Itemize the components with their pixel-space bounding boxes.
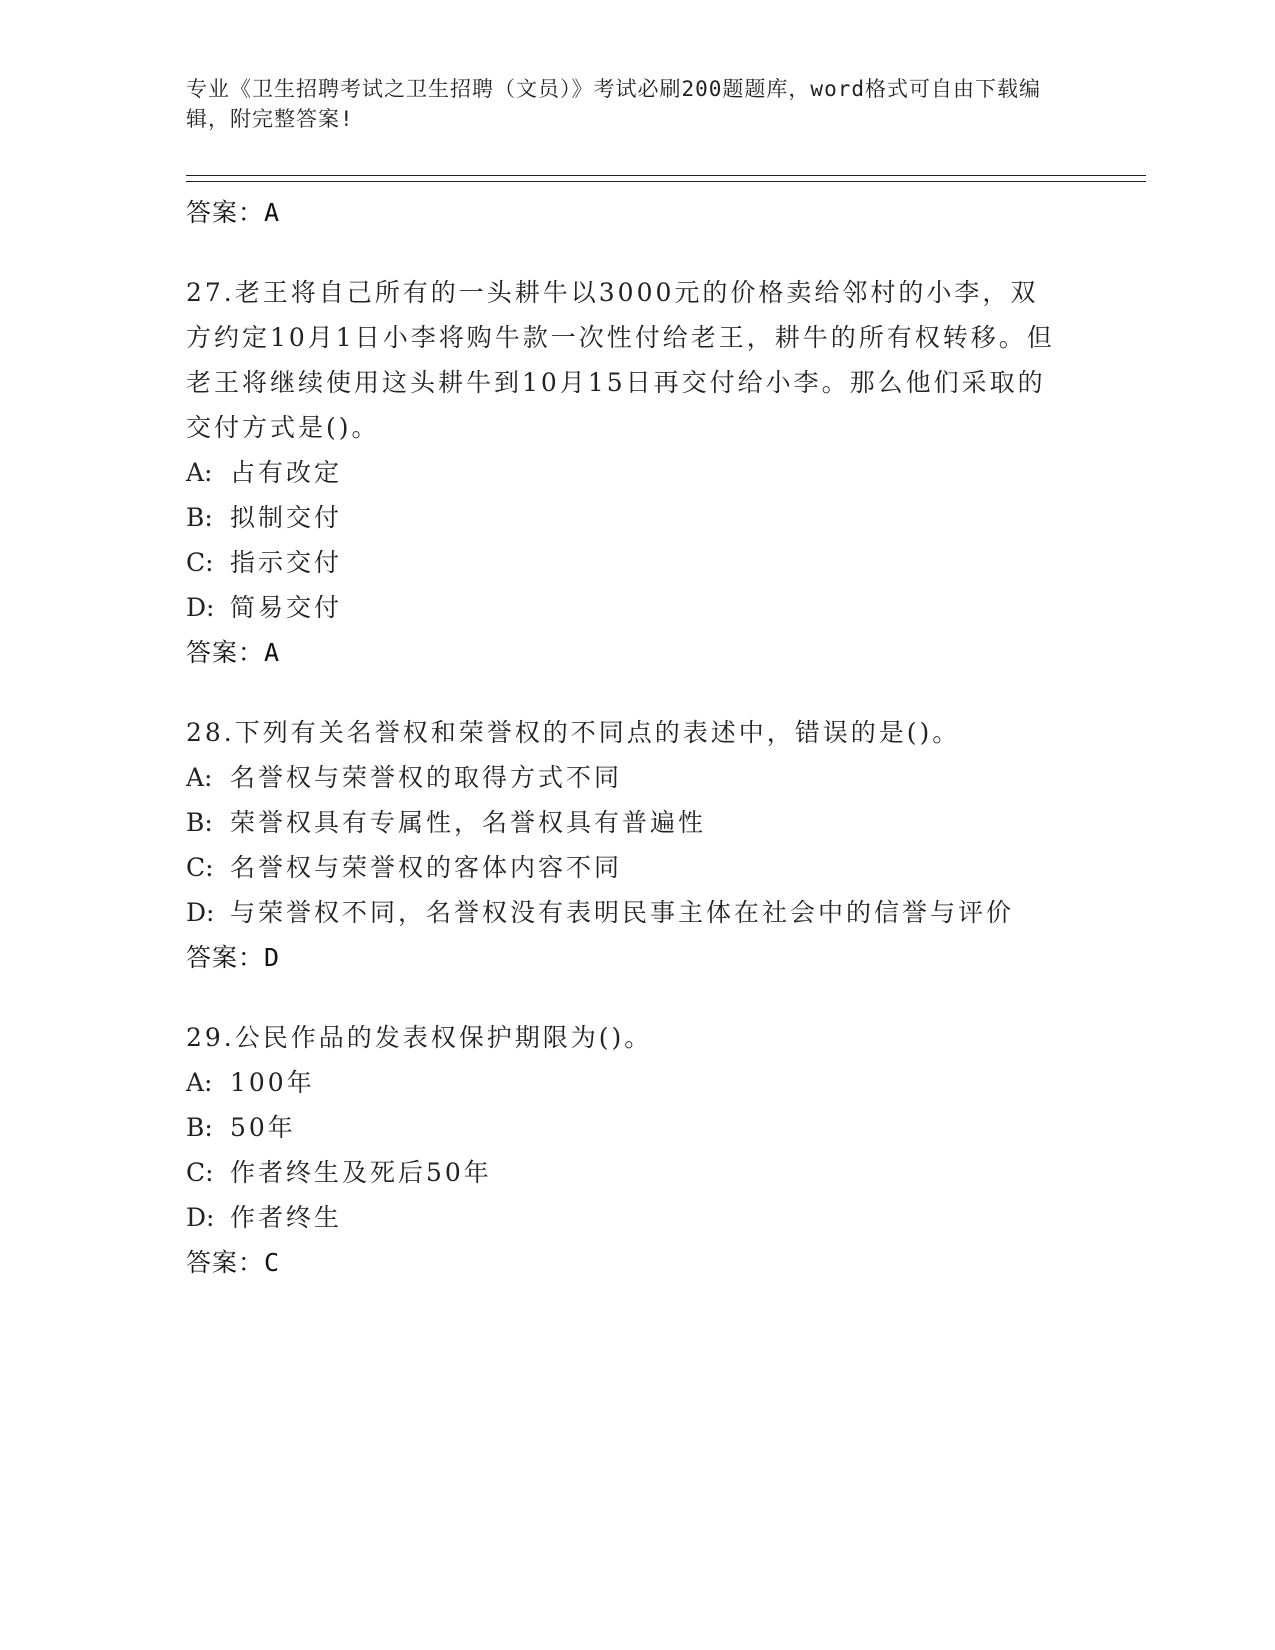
option-letter: D:	[186, 898, 215, 927]
option-letter: A:	[186, 1068, 213, 1097]
option-text: 指示交付	[230, 548, 343, 577]
question-stem: 29.公民作品的发表权保护期限为()。	[186, 1023, 653, 1052]
option-letter: D:	[186, 593, 215, 622]
option-text: 50年	[230, 1113, 296, 1142]
option-a	[186, 1060, 1066, 1105]
option-letter: C:	[186, 548, 214, 577]
header-rule	[186, 175, 1146, 176]
question-27	[186, 270, 1066, 676]
option-text: 简易交付	[230, 593, 343, 622]
option-text: 100年	[230, 1068, 315, 1097]
question-list	[186, 190, 1066, 1286]
option-text: 占有改定	[230, 458, 343, 487]
option-b	[186, 1105, 1066, 1150]
header-rule-secondary	[186, 181, 1146, 182]
option-c	[186, 540, 1066, 585]
option-letter: A:	[186, 458, 213, 487]
answer-line: 答案：A	[186, 198, 281, 227]
option-text: 作者终生及死后50年	[230, 1158, 492, 1187]
option-letter: B:	[186, 1113, 213, 1142]
answer-line: 答案：D	[186, 943, 281, 972]
option-letter: B:	[186, 503, 213, 532]
option-text: 与荣誉权不同，名誉权没有表明民事主体在社会中的信誉与评价	[230, 898, 1015, 927]
question-stem: 27.老王将自己所有的一头耕牛以3000元的价格卖给邻村的小李，双方约定10月1日小李将购牛款一次性付给老王，耕牛的所有权转移。但老王将继续使用这头耕牛到10月15日再交付给小李。那么他们采取的交付方式是()。	[186, 278, 1055, 442]
option-d	[186, 1195, 1066, 1240]
option-c	[186, 845, 1066, 890]
option-d	[186, 890, 1066, 935]
option-a	[186, 755, 1066, 800]
option-text: 拟制交付	[230, 503, 343, 532]
option-letter: C:	[186, 853, 214, 882]
option-text: 名誉权与荣誉权的取得方式不同	[230, 763, 623, 792]
option-letter: D:	[186, 1203, 215, 1232]
option-text: 荣誉权具有专属性，名誉权具有普遍性	[230, 808, 707, 837]
answer-line: 答案：A	[186, 638, 281, 667]
option-letter: A:	[186, 763, 213, 792]
option-text: 名誉权与荣誉权的客体内容不同	[230, 853, 623, 882]
option-c	[186, 1150, 1066, 1195]
option-b	[186, 495, 1066, 540]
option-letter: B:	[186, 808, 213, 837]
option-b	[186, 800, 1066, 845]
question-28	[186, 710, 1066, 981]
option-letter: C:	[186, 1158, 214, 1187]
page-header: 专业《卫生招聘考试之卫生招聘（文员）》考试必刷200题题库，word格式可自由下载编辑，附完整答案!	[186, 77, 1041, 131]
question-29	[186, 1015, 1066, 1286]
option-a	[186, 450, 1066, 495]
option-text: 作者终生	[230, 1203, 343, 1232]
option-d	[186, 585, 1066, 630]
question-stem: 28.下列有关名誉权和荣誉权的不同点的表述中，错误的是()。	[186, 718, 961, 747]
answer-line: 答案：C	[186, 1248, 281, 1277]
